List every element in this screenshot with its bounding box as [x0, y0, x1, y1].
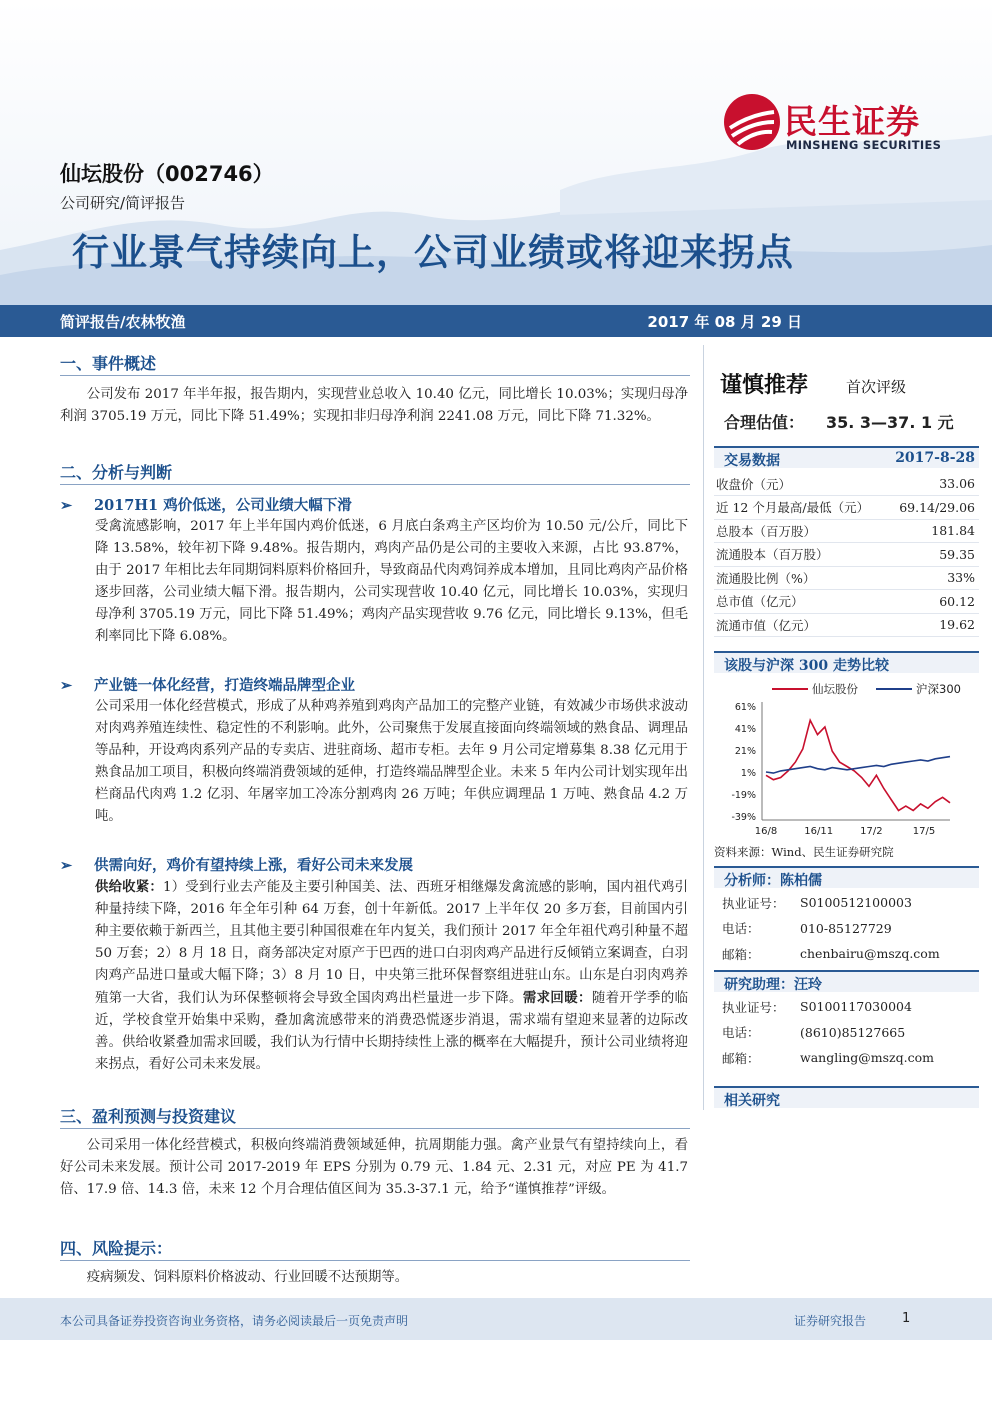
- assistant-title: 研究助理：汪玲: [724, 977, 822, 993]
- row-value: wangling@mszq.com: [800, 1050, 934, 1066]
- assistant-contact-table: [714, 994, 979, 1071]
- bullet-heading-text: 供需向好，鸡价有望持续上涨，看好公司未来发展: [94, 857, 413, 874]
- y-tick-label: 41%: [734, 724, 756, 735]
- page-footer: [0, 1298, 992, 1340]
- section-rule: [60, 1128, 690, 1129]
- row-key: 电话：: [722, 1025, 760, 1041]
- column-divider: [703, 345, 704, 1110]
- assistant-header: [714, 970, 979, 992]
- row-key: 流通市值（亿元）: [714, 613, 889, 637]
- series-line-0: [766, 720, 950, 810]
- banner-category: 简评报告/农林牧渔: [60, 313, 186, 331]
- x-tick-label: 16/11: [804, 826, 834, 837]
- report-headline: 行业景气持续向上，公司业绩或将迎来拐点: [72, 231, 794, 274]
- table-row: [714, 590, 979, 614]
- section-title-risk: 四、风险提示：: [60, 1239, 173, 1258]
- trade-data-date: 2017-8-28: [895, 450, 975, 466]
- arrow-bullet-icon: ➢: [60, 497, 73, 514]
- brand-logo: [722, 92, 962, 162]
- y-tick-label: 61%: [734, 702, 756, 713]
- bullet-heading-text: 2017H1 鸡价低迷，公司业绩大幅下滑: [94, 497, 352, 514]
- x-tick-label: 17/5: [912, 826, 936, 837]
- chart-svg: [714, 680, 979, 840]
- table-row: [714, 613, 979, 637]
- analyst-title: 分析师：陈柏儒: [724, 873, 822, 889]
- table-row: [714, 890, 979, 916]
- risk-text: 疫病频发、饲料原料价格波动、行业回暖不达预期等。: [86, 1270, 409, 1285]
- section-rule: [60, 484, 690, 485]
- price-comparison-chart: [714, 680, 979, 840]
- footer-disclaimer: 本公司具备证券投资咨询业务资格，请务必阅读最后一页免责声明: [60, 1314, 409, 1328]
- related-research-title: 相关研究: [724, 1093, 780, 1109]
- company-name: 仙坛股份（002746）: [60, 162, 274, 186]
- y-tick-label: 21%: [734, 746, 756, 757]
- row-value: chenbairu@mszq.com: [800, 946, 940, 962]
- valuation-label: 合理估值：: [724, 413, 805, 432]
- table-row: [714, 496, 979, 520]
- table-row: [714, 994, 979, 1020]
- banner-date: 2017 年 08 月 29 日: [647, 313, 802, 331]
- rating-main: 谨慎推荐: [720, 373, 809, 398]
- row-value: 181.84: [889, 519, 979, 543]
- logo-english: MINSHENG SECURITIES: [786, 138, 942, 152]
- row-value: (8610)85127665: [800, 1024, 906, 1040]
- logo-chinese: 民生证券: [784, 102, 920, 141]
- row-value: 33%: [889, 566, 979, 590]
- y-tick-label: 1%: [740, 768, 756, 779]
- chart-header: [714, 651, 979, 673]
- y-tick-label: -39%: [731, 812, 756, 823]
- row-key: 总市值（亿元）: [714, 590, 889, 614]
- row-key: 流通股本（百万股）: [714, 543, 889, 567]
- arrow-bullet-icon: ➢: [60, 677, 73, 694]
- chart-source: 资料来源：Wind、民生证券研究院: [714, 845, 894, 859]
- row-value: S0100117030004: [800, 999, 912, 1015]
- section-title-analysis: 二、分析与判断: [60, 463, 173, 482]
- page-number: 1: [902, 1311, 911, 1326]
- row-value: 60.12: [889, 590, 979, 614]
- row-key: 执业证号：: [722, 895, 785, 911]
- section-title-event: 一、事件概述: [60, 354, 157, 373]
- bullet-text-price: 受禽流感影响，2017 年上半年国内鸡价低迷，6 月底白条鸡主产区均价为 10.50 元/公斤，同比下降 13.58%，较年初下降 9.48%。报告期内，鸡肉产品仍是公司的主要收入来源，占比 93.87%，由于 2017 年相比去年同期饲料原料价格回升，导致商品代肉鸡饲养成本增加，且同比鸡肉产品价格逐步回落，公司业绩大幅下滑。报告期内，公司实现营收 10.40 亿元，同比增长 10.03%，实现归母净利 3705.19 万元，同比下降 51.49%；鸡肉产品实现营收 9.76 亿元，同比增长 9.13%，但毛利率同比下降 6.08%。: [95, 519, 688, 644]
- row-key: 邮箱：: [722, 1050, 760, 1066]
- chart-title: 该股与沪深 300 走势比较: [724, 658, 889, 674]
- lead-supply: 供给收紧：: [95, 879, 163, 895]
- row-value: 010-85127729: [800, 920, 892, 936]
- legend-label-0: 仙坛股份: [812, 682, 858, 696]
- report-category: 公司研究/简评报告: [60, 194, 186, 212]
- row-key: 电话：: [722, 921, 760, 937]
- analyst-contact-table: [714, 890, 979, 967]
- section-rule: [60, 1260, 690, 1261]
- rating-sub: 首次评级: [846, 378, 907, 396]
- row-value: 19.62: [889, 613, 979, 637]
- legend-label-1: 沪深300: [916, 682, 961, 696]
- title-banner: [0, 305, 992, 337]
- logo-mark-icon: [722, 92, 782, 152]
- related-research-header: [714, 1086, 979, 1108]
- row-key: 邮箱：: [722, 946, 760, 962]
- table-row: [714, 1020, 979, 1046]
- section-rule: [60, 375, 690, 376]
- bullet-heading-supply-demand: [60, 854, 413, 875]
- bullet-text-integration: 公司采用一体化经营模式，形成了从种鸡养殖到鸡肉产品加工的完整产业链，有效减少市场供求波动对肉鸡养殖连续性、稳定性的不利影响。此外，公司聚焦于发展直接面向终端领域的熟食品、调理品等品种，开设鸡肉系列产品的专卖店、进驻商场、超市专柜。去年 9 月公司定增募集 8.38 亿元用于熟食品加工项目，积极向终端消费领域的延伸，打造终端品牌型企业。未来 5 年内公司计划实现年出栏商品代肉鸡 1.2 亿羽、年屠宰加工冷冻分割鸡肉 26 万吨；年供应调理品 1 万吨、熟食品 4.2 万吨。: [95, 699, 688, 824]
- bullet-heading-price: [60, 494, 352, 515]
- analyst-header: [714, 866, 979, 888]
- row-value: 59.35: [889, 543, 979, 567]
- report-header: [0, 0, 992, 305]
- footer-label: 证券研究报告: [794, 1314, 867, 1328]
- lead-demand: 需求回暖：: [522, 990, 592, 1006]
- valuation-value: 35. 3—37. 1 元: [826, 413, 954, 432]
- row-key: 执业证号：: [722, 999, 785, 1015]
- table-row: [714, 916, 979, 942]
- x-tick-label: 16/8: [754, 826, 778, 837]
- bullet-heading-text: 产业链一体化经营，打造终端品牌型企业: [94, 677, 355, 694]
- row-key: 总股本（百万股）: [714, 519, 889, 543]
- row-value: S0100512100003: [800, 895, 912, 911]
- table-row: [714, 543, 979, 567]
- section-title-forecast: 三、盈利预测与投资建议: [60, 1107, 237, 1126]
- trade-data-header: [714, 446, 979, 468]
- trade-data-title: 交易数据: [724, 453, 780, 469]
- row-key: 近 12 个月最高/最低（元）: [714, 496, 889, 520]
- table-row: [714, 472, 979, 496]
- row-key: 收盘价（元）: [714, 472, 889, 496]
- table-row: [714, 941, 979, 967]
- row-key: 流通股比例（%）: [714, 566, 889, 590]
- x-tick-label: 17/2: [860, 826, 883, 837]
- bullet-heading-integration: [60, 674, 355, 695]
- row-value: 33.06: [889, 472, 979, 496]
- table-row: [714, 519, 979, 543]
- trade-data-table: [714, 472, 979, 637]
- event-summary-text: 公司发布 2017 年半年报，报告期内，实现营业总收入 10.40 亿元，同比增长 10.03%；实现归母净利润 3705.19 万元，同比下降 51.49%；实现扣非归母净利润 2241.08 万元，同比下降 71.32%。: [60, 387, 688, 424]
- table-row: [714, 1045, 979, 1071]
- text-supply: 1）受到行业去产能及主要引种国美、法、西班牙相继爆发禽流感的影响，国内祖代鸡引种量持续下降，2016 年全年引种 64 万套，创十年新低。2017 上半年仅 20 多万套，目前国内引种主要依赖于新西兰，且其他主要引种国很难在年内复关，我们预计 2017 年全年祖代鸡引种量不超 50 万套；2）8 月 18 日，商务部决定对原产于巴西的进口白羽肉鸡产品进行反倾销立案调查，白羽肉鸡产品进口量或大幅下降；3）8 月 10 日，中央第三批环保督察组进驻山东。山东是白羽肉鸡养殖第一大省，我们认为环保整顿将会导致全国肉鸡出栏量进一步下降。: [95, 880, 688, 1006]
- y-tick-label: -19%: [731, 790, 756, 801]
- bullet-text-supply-demand: [95, 876, 688, 1076]
- text-demand: 随着开学季的临近，学校食堂开始集中采购，叠加禽流感带来的消费恐慌逐步消退，需求端有望迎来显著的边际改善。供给收紧叠加需求回暖，我们认为行情中长期持续性上涨的概率在大幅提升，预计公司业绩将迎来拐点，看好公司未来发展。: [95, 991, 689, 1072]
- row-value: 69.14/29.06: [889, 496, 979, 520]
- table-row: [714, 566, 979, 590]
- forecast-text: 公司采用一体化经营模式，积极向终端消费领域延伸，抗周期能力强。禽产业景气有望持续向上，看好公司未来发展。预计公司 2017-2019 年 EPS 分别为 0.79 元、1.84 元、2.31 元，对应 PE 为 41.7 倍、17.9 倍、14.3 倍，未来 12 个月合理估值区间为 35.3-37.1 元，给予“谨慎推荐”评级。: [60, 1138, 688, 1197]
- arrow-bullet-icon: ➢: [60, 857, 73, 874]
